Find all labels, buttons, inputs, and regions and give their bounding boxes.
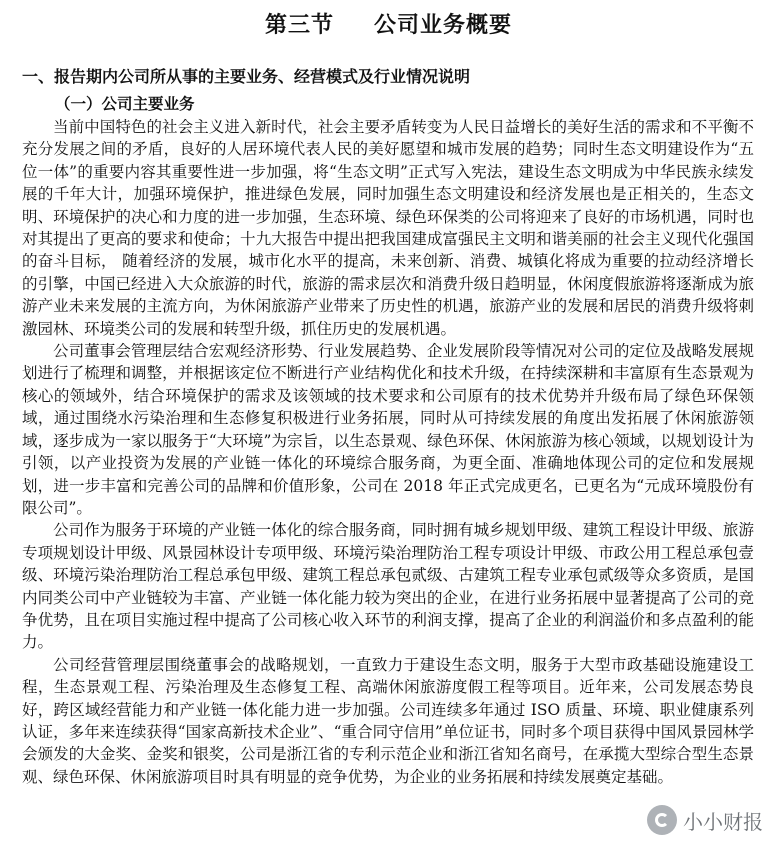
section-number: 第三节 — [264, 13, 334, 38]
section-title — [0, 8, 777, 39]
paragraph: 公司作为服务于环境的产业链一体化的综合服务商，同时拥有城乡规划甲级、建筑工程设计甲级、旅游专项规划设计甲级、风景园林设计专项甲级、环境污染治理防治工程专项设计甲级、市政公用工程总承包壹级、环境污染治理防治工程总承包甲级、建筑工程总承包贰级、古建筑工程专业承包贰级等众多资质，是国内同类公司中产业链较为丰富、产业链一体化能力较为突出的企业，在进行业务拓展中显著提高了公司的竞争优势，且在项目实施过程中提高了公司核心收入环节的利润支撑，提高了企业的利润溢价和多点盈利的能力。 — [22, 521, 754, 652]
paragraph: 当前中国特色的社会主义进入新时代，社会主要矛盾转变为人民日益增长的美好生活的需求和不平衡不充分发展之间的矛盾，良好的人居环境代表人民的美好愿望和城市发展的趋势；同时生态文明建设作为“五位一体”的重要内容其重要性进一步加强，将“生态文明”正式写入宪法，建设生态文明成为中华民族永续发展的千年大计，加强环境保护，推进绿色发展，同时加强生态文明建设和经济发展也是正相关的，生态文明、环境保护的决心和力度的进一步加强，生态环境、绿色环保类的公司将迎来了良好的市场机遇，同时也对其提出了更高的要求和使命；十九大报告中提出把我国建成富强民主文明和谐美丽的社会主义现代化强国的奋斗目标， 随着经济的发展，城市化水平的提高，未来创新、消费、城镇化将成为重要的拉动经济增长的引擎，中国已经进入大众旅游的时代，旅游的需求层次和消费升级日趋明显，休闲度假旅游将逐渐成为旅游产业未来发展的主流方向，为休闲旅游产业带来了历史性的机遇，旅游产业的发展和居民的消费升级将刺激园林、环境类公司的发展和转型升级，抓住历史的发展机遇。 — [22, 118, 754, 338]
section-heading: 公司业务概要 — [374, 13, 513, 38]
body-text — [22, 116, 754, 788]
heading-level-1: 一、报告期内公司所从事的主要业务、经营模式及行业情况说明 — [22, 67, 471, 86]
watermark — [647, 805, 763, 835]
heading-level-2: （一）公司主要业务 — [55, 94, 195, 113]
paragraph: 公司经营管理层围绕董事会的战略规划，一直致力于建设生态文明，服务于大型市政基础设施建设工程，生态景观工程、污染治理及生态修复工程、高端休闲旅游度假工程等项目。近年来，公司发展态势良好，跨区域经营能力和产业链一体化能力进一步加强。公司连续多年通过 ISO 质量、环境、职业健康系列认证，多年来连续获得“国家高新技术企业”、“重合同守信用”单位证书，同时多个项目获得中国风景园林学会颁发的大金奖、金奖和银奖，公司是浙江省的专利示范企业和浙江省知名商号，在承揽大型综合型生态景观、绿色环保、休闲旅游项目时具有明显的竞争优势，为企业的业务拓展和持续发展奠定基础。 — [22, 655, 754, 786]
watermark-text: 小小财报 — [683, 809, 763, 834]
paragraph: 公司董事会管理层结合宏观经济形势、行业发展趋势、企业发展阶段等情况对公司的定位及战略发展规划进行了梳理和调整，并根据该定位不断进行产业结构优化和技术升级，在持续深耕和丰富原有生态景观为核心的领域外，结合环境保护的需求及该领域的技术要求和公司原有的技术优势并升级布局了绿色环保领域，通过围绕水污染治理和生态修复积极进行业务拓展，同时从可持续发展的角度出发拓展了休闲旅游领域，逐步成为一家以服务于“大环境”为宗旨，以生态景观、绿色环保、休闲旅游为核心领域，以规划设计为引领，以产业投资为发展的产业链一体化的环境综合服务商，为更全面、准确地体现公司的定位和发展规划，进一步丰富和完善公司的品牌和价值形象，公司在 2018 年正式完成更名，已更名为“元成环境股份有限公司”。 — [22, 342, 754, 517]
toutiao-logo-icon — [647, 805, 677, 835]
